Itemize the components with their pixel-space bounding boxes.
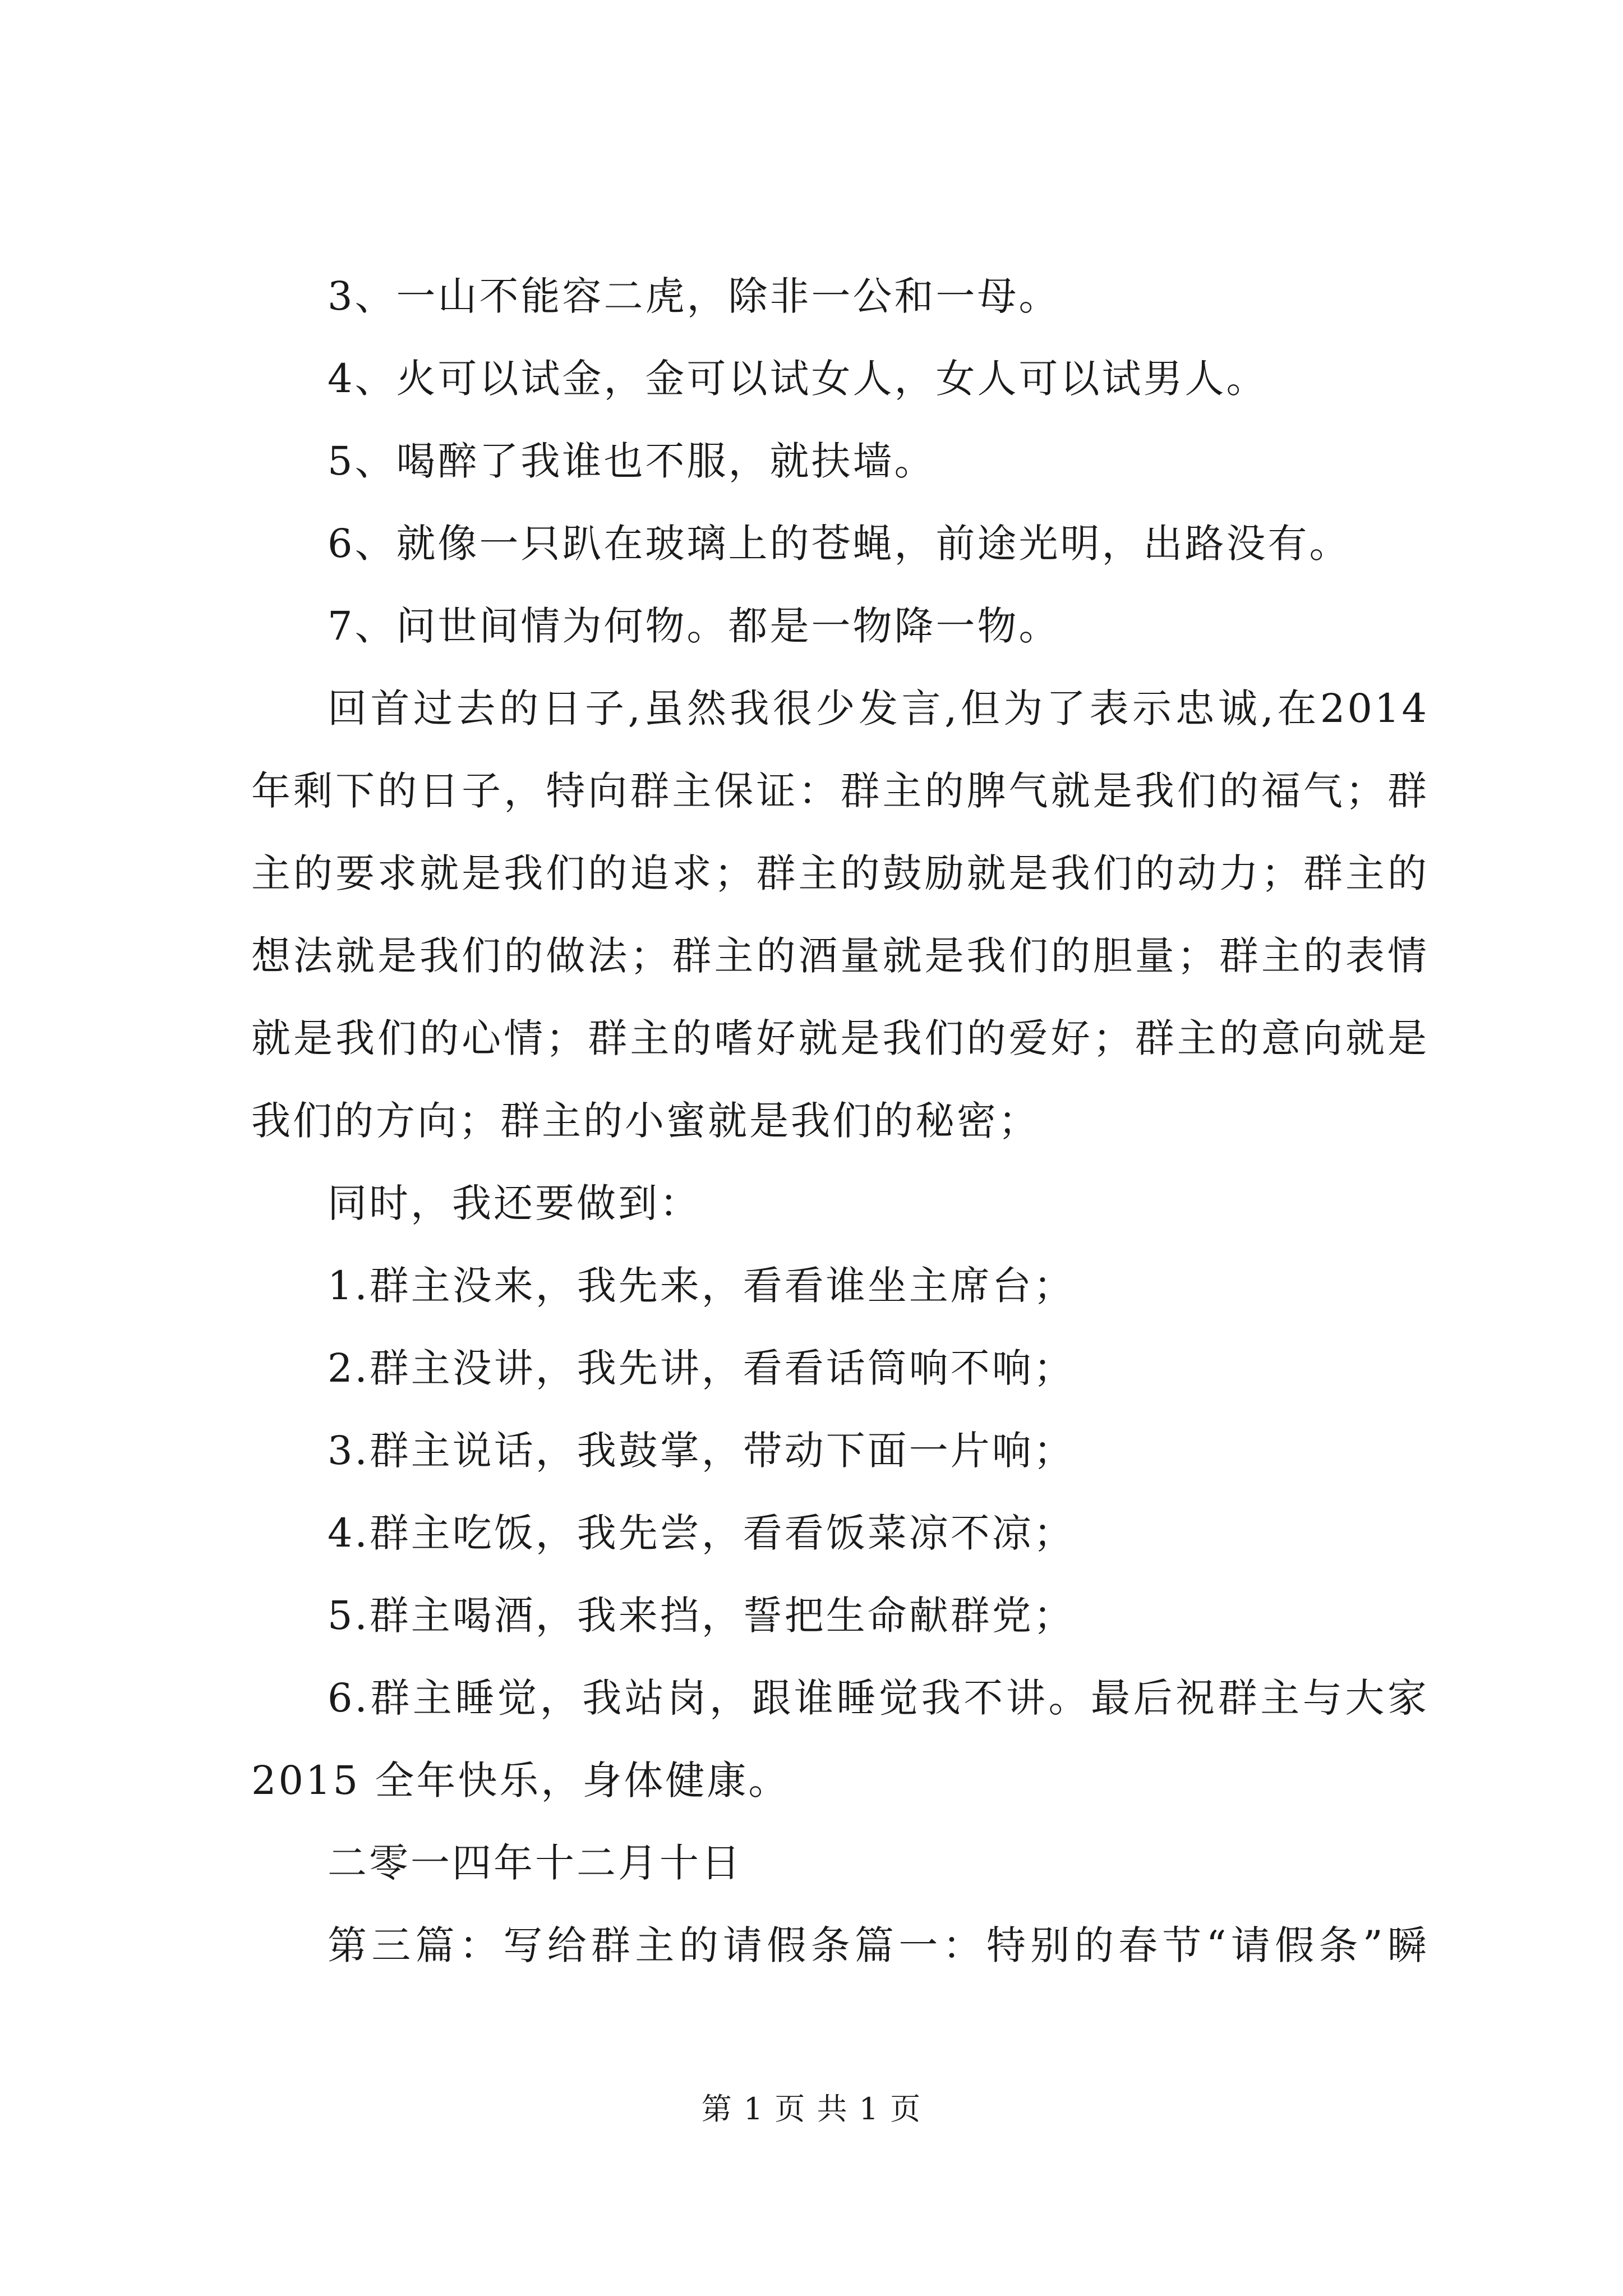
text-line: 5.群主喝酒，我来挡，誓把生命献群党； [328, 1593, 1075, 1639]
text-line: 4、火可以试金，金可以试女人，女人可以试男人。 [328, 356, 1268, 402]
document-body [251, 255, 1429, 1987]
text-line: 2015 全年快乐，身体健康。 [251, 1757, 790, 1803]
text-line: 4.群主吃饭，我先尝，看看饭菜凉不凉； [328, 1510, 1075, 1556]
text-line: 我们的方向；群主的小蜜就是我们的秘密； [251, 1098, 1040, 1144]
text-line: 二零一四年十二月十日 [328, 1840, 743, 1886]
text-line: 第三篇：写给群主的请假条篇一：特别的春节“请假条”瞬 [328, 1922, 1429, 1968]
text-line: 5、喝醉了我谁也不服，就扶墙。 [328, 438, 936, 484]
text-line: 1.群主没来，我先来，看看谁坐主席台； [328, 1263, 1075, 1309]
text-line: 7、问世间情为何物。都是一物降一物。 [328, 603, 1061, 649]
text-line: 3.群主说话，我鼓掌，带动下面一片响； [328, 1428, 1075, 1474]
text-line: 就是我们的心情；群主的嗜好就是我们的爱好；群主的意向就是 [251, 1015, 1429, 1061]
text-line: 2.群主没讲，我先讲，看看话筒响不响； [328, 1345, 1075, 1391]
text-line: 3、一山不能容二虎，除非一公和一母。 [328, 273, 1061, 319]
text-line: 同时，我还要做到： [328, 1180, 701, 1226]
text-line: 6、就像一只趴在玻璃上的苍蝇，前途光明，出路没有。 [328, 521, 1351, 567]
text-line: 回首过去的日子,虽然我很少发言,但为了表示忠诚,在2014 [328, 685, 1429, 731]
page-footer: 第 1 页 共 1 页 [701, 2091, 922, 2127]
text-line: 6.群主睡觉，我站岗，跟谁睡觉我不讲。最后祝群主与大家 [328, 1675, 1429, 1721]
text-line: 年剩下的日子，特向群主保证：群主的脾气就是我们的福气；群 [251, 768, 1429, 814]
text-line: 想法就是我们的做法；群主的酒量就是我们的胆量；群主的表情 [251, 933, 1429, 979]
text-line: 主的要求就是我们的追求；群主的鼓励就是我们的动力；群主的 [251, 850, 1429, 896]
